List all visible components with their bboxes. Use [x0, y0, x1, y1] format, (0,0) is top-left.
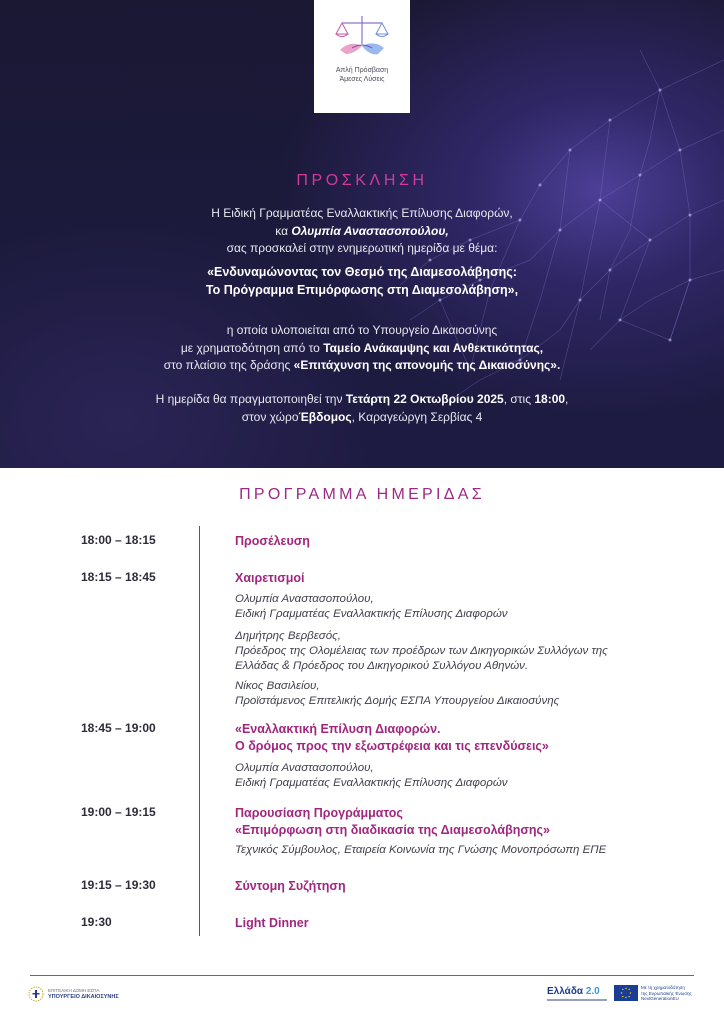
funding-name: Ταμείο Ανάκαμψης και Ανθεκτικότητας, — [323, 340, 544, 355]
item-title-line-1: «Εναλλακτική Επίλυση Διαφορών. — [235, 722, 441, 736]
action-line — [0, 357, 724, 375]
speaker-role: Ειδική Γραμματέας Εναλλακτικής Επίλυσης Διαφορών — [235, 608, 508, 620]
speaker-name: Νίκος Βασιλείου, — [235, 680, 320, 692]
eu-flag-icon — [614, 985, 638, 1001]
timeline-divider — [199, 526, 200, 936]
speaker-name: Δημήτρης Βερβεσός, — [235, 630, 341, 642]
host-prefix: κα — [275, 223, 289, 238]
impl-line: η οποία υλοποιείται από το Υπουργείο Δικαιοσύνης — [226, 323, 498, 337]
eu-line-1: Με τη χρηματοδότηση — [641, 985, 685, 990]
eu-line-2: της Ευρωπαϊκής Ένωσης — [641, 990, 692, 996]
item-title-line-1: Παρουσίαση Προγράμματος — [235, 806, 403, 820]
date-line — [0, 391, 724, 409]
funding-line — [0, 340, 724, 358]
speaker-role: Πρόεδρος της Ολομέλειας των προέδρων των Δικηγορικών Συλλόγων της — [235, 645, 608, 657]
speaker-name: Ολυμπία Αναστασοπούλου, — [235, 593, 374, 605]
item-title-line-2: «Επιμόρφωση στη διαδικασία της Διαμεσολάβησης» — [235, 823, 550, 837]
ellada-version: 2.0 — [585, 986, 600, 997]
topic-paragraph — [0, 263, 724, 299]
logo-tagline-2: Άμεσες Λύσεις — [339, 76, 385, 83]
host-line: Η Ειδική Γραμματέας Εναλλακτικής Επίλυσης Διαφορών, — [211, 206, 513, 220]
speaker-role: Προϊστάμενος Επιτελικής Δομής ΕΣΠΑ Υπουργείου Δικαιοσύνης — [235, 695, 560, 707]
ministry-logo — [28, 986, 119, 1002]
venue-address: , Καραγεώργη Σερβίας 4 — [351, 409, 483, 424]
eu-funding-logo — [614, 985, 701, 1002]
item-time: 19:00 – 19:15 — [81, 805, 156, 819]
item-time: 18:15 – 18:45 — [81, 570, 156, 584]
funding-prefix: με χρηματοδότηση από το — [180, 340, 320, 355]
item-time: 19:30 — [81, 915, 112, 929]
ministry-emblem-icon — [28, 986, 44, 1002]
speaker — [235, 843, 606, 858]
speaker — [235, 629, 608, 674]
speaker — [235, 761, 508, 791]
program-title: ΠΡΟΓΡΑΜΜΑ ΗΜΕΡΙΔΑΣ — [239, 486, 485, 503]
speaker-role: Εταιρεία Κοινωνία της Γνώσης Μονοπρόσωπη ΕΠΕ — [344, 844, 607, 856]
ministry-line-1: ΕΠΙΤΕΛΙΚΗ ΔΟΜΗ ΕΣΠΑ — [48, 987, 100, 993]
host-name: Ολυμπία Αναστασοπούλου, — [291, 223, 449, 238]
ellada-subtitle-bar — [547, 999, 607, 1001]
logo-tagline-1: Απλή Πρόσβαση — [335, 67, 389, 74]
invite-line: σας προσκαλεί στην ενημερωτική ημερίδα με θέμα: — [226, 241, 498, 255]
date-prefix: Η ημερίδα θα πραγματοποιηθεί την — [155, 392, 343, 406]
venue-prefix: στον χώρο — [241, 409, 299, 424]
topic-line-1: «Ενδυναμώνοντας τον Θεσμό της Διαμεσολάβησης: — [207, 265, 517, 279]
time-prefix: , στις — [503, 392, 531, 406]
host-name-line — [0, 223, 724, 241]
hero-section — [0, 0, 724, 468]
implementation-paragraph — [0, 322, 724, 375]
action-name: «Επιτάχυνση της απονομής της Δικαιοσύνης». — [293, 358, 561, 372]
date-venue-paragraph — [0, 391, 724, 426]
item-title: Σύντομη Συζήτηση — [235, 879, 346, 893]
item-title: Χαιρετισμοί — [235, 571, 305, 585]
logo — [314, 0, 410, 113]
footer-divider — [30, 975, 694, 976]
topic-line-2: Το Πρόγραμμα Επιμόρφωσης στη Διαμεσολάβηση», — [205, 283, 519, 297]
invitation-title: ΠΡΟΣΚΛΗΣΗ — [296, 172, 428, 189]
item-time: 18:45 – 19:00 — [81, 721, 156, 735]
speaker — [235, 592, 508, 622]
time-suffix: , — [565, 392, 569, 406]
item-title: Light Dinner — [235, 916, 309, 930]
ellada-text: Ελλάδα — [547, 986, 584, 997]
item-title — [235, 805, 550, 839]
host-paragraph — [0, 205, 724, 258]
item-time: 19:15 – 19:30 — [81, 878, 156, 892]
speaker-name: Ολυμπία Αναστασοπούλου, — [235, 762, 374, 774]
item-title — [235, 721, 549, 755]
scales-handshake-logo-icon — [332, 14, 392, 62]
action-prefix: στο πλαίσιο της δράσης — [163, 358, 291, 372]
item-title: Προσέλευση — [235, 534, 310, 548]
venue-line — [0, 409, 724, 427]
greece-2-0-logo — [547, 986, 600, 997]
ministry-line-2: ΥΠΟΥΡΓΕΙΟ ΔΙΚΑΙΟΣΥΝΗΣ — [48, 993, 119, 1000]
speaker — [235, 679, 559, 709]
speaker-name: Τεχνικός Σύμβουλος, — [235, 844, 341, 856]
event-time: 18:00 — [534, 392, 566, 406]
eu-line-3: NextGenerationEU — [641, 996, 679, 1001]
event-date: Τετάρτη 22 Οκτωβρίου 2025 — [345, 392, 504, 406]
item-time: 18:00 – 18:15 — [81, 533, 156, 547]
item-title-line-2: Ο δρόμος προς την εξωστρέφεια και τις επενδύσεις» — [235, 739, 549, 753]
speaker-role: Ειδική Γραμματέας Εναλλακτικής Επίλυσης Διαφορών — [235, 777, 508, 789]
speaker-role-cont: Ελλάδας & Πρόεδρος του Δικηγορικού Συλλόγου Αθηνών. — [235, 660, 529, 672]
venue-name: Έβδομος — [298, 409, 352, 424]
